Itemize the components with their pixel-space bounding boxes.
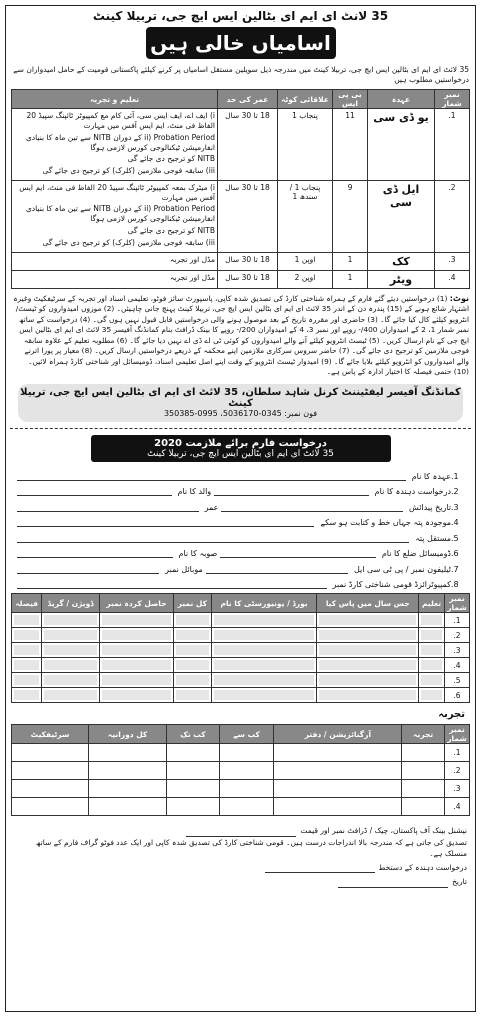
qualification-line: iii) سابقہ فوجی ملازمین (کلرک) کو ترجیح دی جائے گی <box>42 237 215 247</box>
col-experience: تجربہ <box>402 725 445 744</box>
col-serial: نمبر شمار <box>445 725 470 744</box>
education-header-row <box>12 594 470 613</box>
table-cell[interactable] <box>12 762 89 780</box>
vacancy-row <box>12 180 470 252</box>
table-cell[interactable] <box>211 643 317 658</box>
telephone-field[interactable] <box>206 564 348 574</box>
col-board: بورڈ / یونیورسٹی کا نام <box>211 594 317 613</box>
mobile-field[interactable] <box>17 564 159 574</box>
qualification-line: NITB کو ترجیح دی جائے گی <box>127 225 215 235</box>
applicant-name-field[interactable] <box>214 486 369 496</box>
table-cell[interactable] <box>274 762 402 780</box>
table-cell[interactable] <box>419 688 445 703</box>
vacancies-table <box>11 89 470 289</box>
table-cell[interactable] <box>402 798 445 816</box>
field-domicile <box>14 545 467 558</box>
field-number: 6. <box>451 549 459 559</box>
field-dob <box>14 499 467 512</box>
table-cell[interactable] <box>99 643 173 658</box>
quota: اوپن 1 <box>278 252 333 270</box>
qualification-line: i) ایف اے، ایف ایس سی، آئی کام مع کمپیوٹر ٹائپنگ سپیڈ 20 الفاظ فی منٹ، ایم ایس آفس میں مہارت <box>26 111 215 130</box>
field-label: صوبہ کا نام <box>178 549 218 559</box>
table-row <box>12 798 470 816</box>
table-cell[interactable] <box>274 744 402 762</box>
col-qualification: تعلیم و تجربہ <box>12 90 218 109</box>
age-limit: 18 تا 30 سال <box>218 109 278 181</box>
table-row <box>12 673 470 688</box>
table-cell[interactable] <box>12 780 89 798</box>
serial: 2. <box>435 180 470 252</box>
table-cell[interactable] <box>211 673 317 688</box>
age-field[interactable] <box>17 502 199 512</box>
table-cell[interactable] <box>211 658 317 673</box>
field-label: عمر <box>204 502 219 512</box>
col-quota: علاقائی کوٹہ <box>278 90 333 109</box>
table-row <box>12 744 470 762</box>
post-name: ایل ڈی سی <box>368 180 435 252</box>
commanding-officer: کمانڈنگ آفیسر لیفٹیننٹ کرنل شاہد سلطان، 35 لائٹ ای ایم ای بٹالین ایس ایچ جی، تربیلا کینٹ <box>20 386 461 409</box>
form-fields <box>6 462 475 590</box>
table-cell[interactable] <box>42 658 99 673</box>
table-cell[interactable] <box>167 780 219 798</box>
table-cell[interactable] <box>211 688 317 703</box>
phone-numbers: فون نمبر: 0345-5036170، 0995-350385 <box>163 408 318 418</box>
col-certificate: سرٹیفکیٹ <box>12 725 89 744</box>
field-label: عہدہ کا نام <box>411 471 451 481</box>
field-label: موبائل نمبر <box>165 564 203 574</box>
field-label: ڈومیسائل ضلع کا نام <box>381 549 451 559</box>
field-telephone <box>14 561 467 574</box>
qualification <box>12 109 218 181</box>
date-field[interactable] <box>338 878 448 888</box>
table-cell[interactable] <box>317 658 419 673</box>
bank-draft-label: نیشنل بینک آف پاکستان، چیک / ڈرافٹ نمبر اور قیمت <box>300 826 467 836</box>
field-number: 3. <box>451 502 459 512</box>
qualification-line: i) میٹرک بمعہ کمپیوٹر ٹائپنگ سپیڈ 20 الفاظ فی منٹ، ایم ایس آفس میں مہارت <box>19 182 215 202</box>
post-name-field[interactable] <box>17 471 406 481</box>
table-cell[interactable] <box>42 643 99 658</box>
education-table <box>11 593 470 703</box>
notes-text: (1) درخواستیں دیئے گئے فارم کے ہمراہ شناختی کارڈ کی تصدیق شدہ کاپی، پاسپورٹ سائز فوٹو، تعلیمی اسناد اور تجربہ کے سرٹیفکیٹ وغیرہ اشتہار شائع ہونے کے (15) پندرہ دن کے اندر 35 لائٹ ای ایم ای بٹالین ایس ایچ جی، تربیلا کینٹ پہنچ جانی چاہیئں۔ (2) موزوں امیدواروں کو ٹیسٹ/انٹرویو کیلئے کال کیا جائے گا۔ (3) حاضری اور مقررہ تاریخ کے بعد موصول ہونے والی درخواستیں قابل قبول نہیں ہوں گی۔ (4) درخواست کے ساتھ نمبر شمار 1، 2 کے امیدواران 400/- روپے اور نمبر 3، 4 کے امیدواران 200/- روپے کا بینک ڈرافٹ بنام کمانڈنگ آفیسر 35 لائٹ ای ایم ای بٹالین ایس ایچ جی کے نام ارسال کریں۔ (5) ٹیسٹ انٹرویو کیلئے آنے والے امیدواروں کو کوئی ٹی اے ڈی اے نہیں دیا جائے گا۔ (6) مطلوبہ تعلیم کے علاوہ سابقہ فوجی ملازمین کو ترجیح دی جائے گی۔ (7) حاضر سروس سرکاری ملازمین اپنے محکمہ کے ذریعے درخواستیں ارسال کریں۔ (8) معیار پر پورا اترنے والے امیدواروں کو انٹرویو کیلئے بلایا جائے گا۔ (9) امیدوار ٹیسٹ انٹرویو کے وقت اپنے اصل تعلیمی اسناد، ڈومیسائل اور شناختی کارڈ ہمراہ لائیں۔ (10) حتمی فیصلہ کا اختیار ادارہ کے پاس ہے۔ <box>13 293 469 377</box>
row-number: 3. <box>445 780 470 798</box>
row-number: 1. <box>445 613 470 628</box>
post-name: ویٹر <box>368 270 435 288</box>
date-label: تاریخ <box>452 877 467 887</box>
col-organization: آرگنائزیشن / دفتر <box>274 725 402 744</box>
col-post: عہدہ <box>368 90 435 109</box>
serial: 4. <box>435 270 470 288</box>
table-cell[interactable] <box>173 643 211 658</box>
table-cell[interactable] <box>12 798 89 816</box>
table-cell[interactable] <box>42 613 99 628</box>
col-education: تعلیم <box>419 594 445 613</box>
serial: 3. <box>435 252 470 270</box>
table-cell[interactable] <box>12 673 42 688</box>
post-name: یو ڈی سی <box>368 109 435 181</box>
dob-field[interactable] <box>221 502 403 512</box>
field-number: 7. <box>451 564 459 574</box>
table-cell[interactable] <box>211 613 317 628</box>
field-number: 2. <box>451 487 459 497</box>
field-present-address <box>14 514 467 527</box>
table-cell[interactable] <box>89 780 167 798</box>
table-cell[interactable] <box>12 643 42 658</box>
cut-line <box>10 428 471 429</box>
table-cell[interactable] <box>99 688 173 703</box>
quota: اوپن 2 <box>278 270 333 288</box>
qualification-line: NITB کو ترجیح دی جائے گی <box>127 154 215 164</box>
table-cell[interactable] <box>89 798 167 816</box>
present-address-field[interactable] <box>17 517 314 527</box>
field-number: 4. <box>451 518 459 528</box>
table-cell[interactable] <box>12 613 42 628</box>
field-label: کمپیوٹرائزڈ قومی شناختی کارڈ نمبر <box>332 580 451 590</box>
qualification: مڈل اور تجربہ <box>12 270 218 288</box>
table-cell[interactable] <box>99 673 173 688</box>
declaration-text: تصدیق کی جاتی ہے کہ مندرجہ بالا اندراجات درست ہیں۔ قومی شناختی کارڈ کی تصدیق شدہ کاپی اور ایک عدد فوٹو گراف فارم کے ساتھ منسلک ہے۔ <box>35 837 467 858</box>
table-cell[interactable] <box>219 744 274 762</box>
table-cell[interactable] <box>89 762 167 780</box>
field-label: والد کا نام <box>177 487 212 497</box>
province-field[interactable] <box>17 548 173 558</box>
table-cell[interactable] <box>99 628 173 643</box>
domicile-district-field[interactable] <box>220 548 376 558</box>
field-number: 8. <box>451 580 459 590</box>
table-cell[interactable] <box>12 628 42 643</box>
table-cell[interactable] <box>89 744 167 762</box>
col-duration: کل دورانیہ <box>89 725 167 744</box>
row-number: 5. <box>445 673 470 688</box>
table-cell[interactable] <box>211 628 317 643</box>
table-cell[interactable] <box>42 673 99 688</box>
form-heading <box>91 435 391 462</box>
vacancies-header-row <box>12 90 470 109</box>
vacancies-banner: اسامیاں خالی ہیں <box>146 27 336 59</box>
table-cell[interactable] <box>99 658 173 673</box>
row-number: 6. <box>445 688 470 703</box>
bps: 1 <box>333 252 368 270</box>
qualification-line: ii) Probation Period کے دوران NITB سے تین ماہ کا بنیادی انفارمیشن ٹیکنالوجی کورس لازمی ہوگا <box>25 132 215 152</box>
col-division: ڈویژن / گریڈ <box>42 594 99 613</box>
quota: پنجاب 1 <box>278 109 333 181</box>
table-cell[interactable] <box>42 628 99 643</box>
field-label: مستقل پتہ <box>415 533 451 543</box>
col-serial: نمبر شمار <box>435 90 470 109</box>
age-limit: 18 تا 30 سال <box>218 252 278 270</box>
bank-draft-row <box>14 825 467 836</box>
table-cell[interactable] <box>317 643 419 658</box>
table-cell[interactable] <box>12 688 42 703</box>
col-obtained-marks: حاصل کردہ نمبر <box>99 594 173 613</box>
row-number: 2. <box>445 628 470 643</box>
table-cell[interactable] <box>99 613 173 628</box>
quota: پنجاب 1 / سندھ 1 <box>278 180 333 252</box>
father-name-field[interactable] <box>17 486 172 496</box>
table-cell[interactable] <box>173 658 211 673</box>
cnic-field[interactable] <box>17 579 327 589</box>
vacancy-row <box>12 109 470 181</box>
permanent-address-field[interactable] <box>17 533 409 543</box>
table-cell[interactable] <box>419 628 445 643</box>
qualification: مڈل اور تجربہ <box>12 252 218 270</box>
contact-box <box>18 384 463 422</box>
age-limit: 18 تا 30 سال <box>218 270 278 288</box>
table-cell[interactable] <box>419 613 445 628</box>
table-row <box>12 688 470 703</box>
signature-field[interactable] <box>265 863 375 873</box>
bps: 11 <box>333 109 368 181</box>
table-cell[interactable] <box>274 798 402 816</box>
field-applicant-name <box>14 483 467 496</box>
experience-heading: تجربہ <box>438 709 465 721</box>
col-year: جس سال میں پاس کیا <box>317 594 419 613</box>
table-cell[interactable] <box>12 744 89 762</box>
qualification-line: iii) سابقہ فوجی ملازمین (کلرک) کو ترجیح دی جائے گی <box>42 166 215 175</box>
unit-title: 35 لانٹ ای ایم ای بٹالین ایس ایچ جی، تربیلا کینٹ <box>92 9 389 23</box>
row-number: 3. <box>445 643 470 658</box>
age-limit: 18 تا 30 سال <box>218 180 278 252</box>
table-cell[interactable] <box>402 780 445 798</box>
vacancy-row <box>12 270 470 288</box>
col-remarks: فیصلہ <box>12 594 42 613</box>
table-cell[interactable] <box>402 744 445 762</box>
table-row <box>12 658 470 673</box>
table-cell[interactable] <box>274 780 402 798</box>
notes-label: نوٹ: <box>449 293 469 303</box>
field-post-name <box>14 468 467 481</box>
notes-section <box>6 289 475 378</box>
field-label: ٹیلیفون نمبر / پی ٹی سی ایل <box>353 564 451 574</box>
table-cell[interactable] <box>317 688 419 703</box>
table-cell[interactable] <box>419 643 445 658</box>
row-number: 1. <box>445 744 470 762</box>
form-title: درخواست فارم برائے ملازمت 2020 <box>154 437 327 449</box>
table-row <box>12 628 470 643</box>
table-cell[interactable] <box>219 762 274 780</box>
experience-table <box>11 724 470 816</box>
table-row <box>12 780 470 798</box>
experience-header-row <box>12 725 470 744</box>
table-cell[interactable] <box>173 673 211 688</box>
table-cell[interactable] <box>42 688 99 703</box>
table-cell[interactable] <box>219 798 274 816</box>
col-serial: نمبر شمار <box>445 594 470 613</box>
table-row <box>12 643 470 658</box>
table-cell[interactable] <box>173 688 211 703</box>
bank-draft-field[interactable] <box>186 827 296 837</box>
field-number: 5. <box>451 533 459 543</box>
table-cell[interactable] <box>173 613 211 628</box>
table-cell[interactable] <box>419 673 445 688</box>
table-row <box>12 762 470 780</box>
table-cell[interactable] <box>12 658 42 673</box>
field-label: تاریخ پیدائش <box>409 502 451 512</box>
qualification <box>12 180 218 252</box>
field-cnic <box>14 576 467 589</box>
table-cell[interactable] <box>219 780 274 798</box>
col-age: عمر کی حد <box>218 90 278 109</box>
bps: 1 <box>333 270 368 288</box>
bps: 9 <box>333 180 368 252</box>
field-permanent-address <box>14 530 467 543</box>
col-to: کب تک <box>167 725 219 744</box>
signature-label: درخواست دہندہ کے دستخط <box>378 863 467 873</box>
vacancy-row <box>12 252 470 270</box>
field-label: موجودہ پتہ جہاں خط و کتابت ہو سکے <box>320 518 451 528</box>
row-number: 4. <box>445 798 470 816</box>
serial: 1. <box>435 109 470 181</box>
post-name: کک <box>368 252 435 270</box>
date-row <box>14 876 467 887</box>
table-cell[interactable] <box>167 798 219 816</box>
form-footer <box>6 816 475 887</box>
table-cell[interactable] <box>167 744 219 762</box>
field-label: درخواست دہندہ کا نام <box>374 487 451 497</box>
field-number: 1. <box>451 471 459 481</box>
col-bps: بی پی ایس <box>333 90 368 109</box>
table-cell[interactable] <box>317 628 419 643</box>
table-cell[interactable] <box>317 613 419 628</box>
qualification-line: ii) Probation Period کے دوران NITB سے تین ماہ کا بنیادی انفارمیشن ٹیکنالوجی کورس لازمی ہوگا <box>25 204 215 223</box>
signature-row <box>14 862 467 873</box>
col-from: کب سے <box>219 725 274 744</box>
table-cell[interactable] <box>167 762 219 780</box>
col-total-marks: کل نمبر <box>173 594 211 613</box>
table-cell[interactable] <box>173 628 211 643</box>
row-number: 2. <box>445 762 470 780</box>
row-number: 4. <box>445 658 470 673</box>
job-advertisement <box>5 5 476 1012</box>
table-cell[interactable] <box>317 673 419 688</box>
table-cell[interactable] <box>402 762 445 780</box>
form-subtitle: 35 لائٹ ای ایم ای بٹالین ایس ایچ جی، تربیلا کینٹ <box>147 448 334 459</box>
intro-text: 35 لائٹ ای ایم ای بٹالین ایس ایچ جی، تربیلا کینٹ میں مندرجہ ذیل سویلین مستقل اسامیاں پر کرنے کیلئے پاکستانی قومیت کے حامل امیدواران سے درخواستیں مطلوب ہیں <box>13 65 469 85</box>
table-row <box>12 613 470 628</box>
table-cell[interactable] <box>419 658 445 673</box>
